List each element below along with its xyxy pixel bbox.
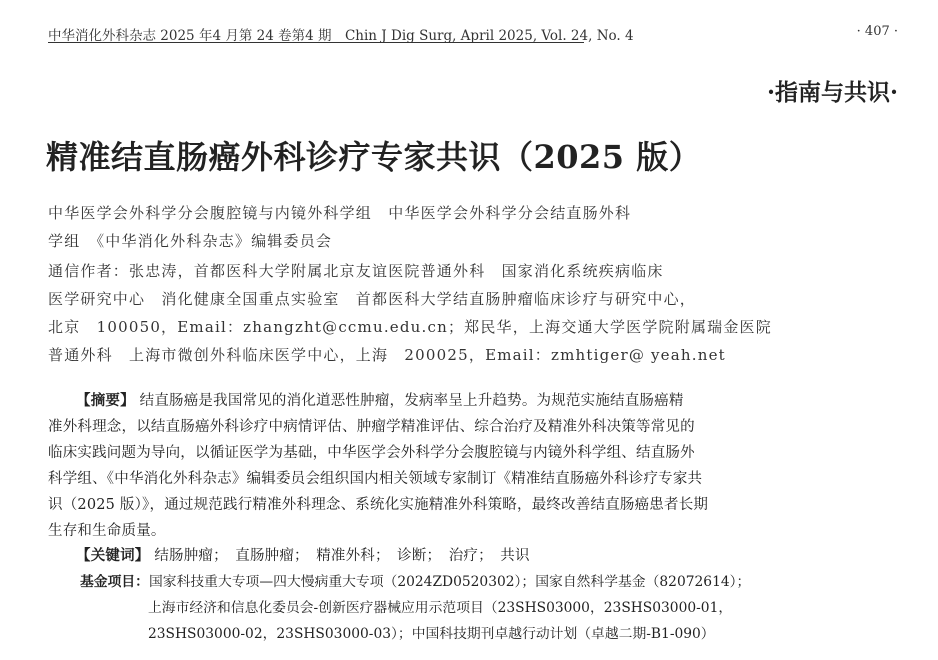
corresponding-author-line: 医学研究中心 消化健康全国重点实验室 首都医科大学结直肠肿瘤临床诊疗与研究中心， (48, 290, 697, 308)
corresponding-author-line: 普通外科 上海市微创外科临床医学中心，上海 200025，Email：zmhtiger@ yeah.net (48, 346, 726, 364)
abstract-line: 识（2025 版）》，通过规范践行精准外科理念、系统化实施精准外科策略，最终改善结直肠癌患者长期 (48, 497, 709, 513)
keywords-text: 结肠肿瘤； 直肠肿瘤； 精准外科； 诊断； 治疗； 共识 (154, 548, 530, 564)
funding-label: 基金项目： (80, 574, 149, 590)
abstract-line: 生存和生命质量。 (48, 523, 166, 539)
funding-text: 国家科技重大专项—四大慢病重大专项（2024ZD0520302）；国家自然科学基金（82072614）； (148, 574, 751, 590)
corresponding-author-line: 北京 100050，Email：zhangzht@ccmu.edu.cn；郑民华，上海交通大学医学院附属瑞金医院 (48, 318, 772, 336)
header-underline (48, 42, 584, 43)
funding-line: 23SHS03000-02，23SHS03000-03）；中国科技期刊卓越行动计划（卓越二期-B1-090） (148, 626, 715, 642)
corresponding-author-line: 通信作者：张忠涛，首都医科大学附属北京友谊医院普通外科 国家消化系统疾病临床 (48, 262, 664, 280)
funding-line: 上海市经济和信息化委员会-创新医疗器械应用示范项目（23SHS03000，23SHS03000-01， (148, 600, 733, 616)
article-title: 精准结直肠癌外科诊疗专家共识（2025 版） (46, 138, 702, 176)
abstract-line: 临床实践问题为导向，以循证医学为基础，中华医学会外科学分会腹腔镜与内镜外科学组、结直肠外 (48, 445, 695, 461)
author-line: 中华医学会外科学分会腹腔镜与内镜外科学组 中华医学会外科学分会结直肠外科 (48, 204, 632, 222)
abstract-line: 准外科理念，以结直肠癌外科诊疗中病情评估、肿瘤学精准评估、综合治疗及精准外科决策等常见的 (48, 419, 695, 435)
section-label: ·指南与共识· (766, 79, 898, 106)
keywords (76, 544, 530, 565)
abstract-line: 科学组、《中华消化外科杂志》编辑委员会组织国内相关领域专家制订《精准结直肠癌外科诊疗专家共 (48, 471, 703, 487)
funding-first-line (80, 570, 750, 590)
abstract-first-line (76, 389, 684, 410)
abstract-text: 结直肠癌是我国常见的消化道恶性肿瘤，发病率呈上升趋势。为规范实施结直肠癌精 (139, 393, 684, 409)
author-line: 学组 《中华消化外科杂志》编辑委员会 (48, 232, 333, 250)
journal-header: 中华消化外科杂志 2025 年4 月第 24 卷第4 期 Chin J Dig Surg, April 2025, Vol. 24, No. 4 (48, 28, 634, 44)
keywords-label: 【关键词】 (76, 547, 150, 564)
abstract-label: 【摘要】 (76, 392, 135, 409)
page-number: · 407 · (856, 24, 898, 39)
